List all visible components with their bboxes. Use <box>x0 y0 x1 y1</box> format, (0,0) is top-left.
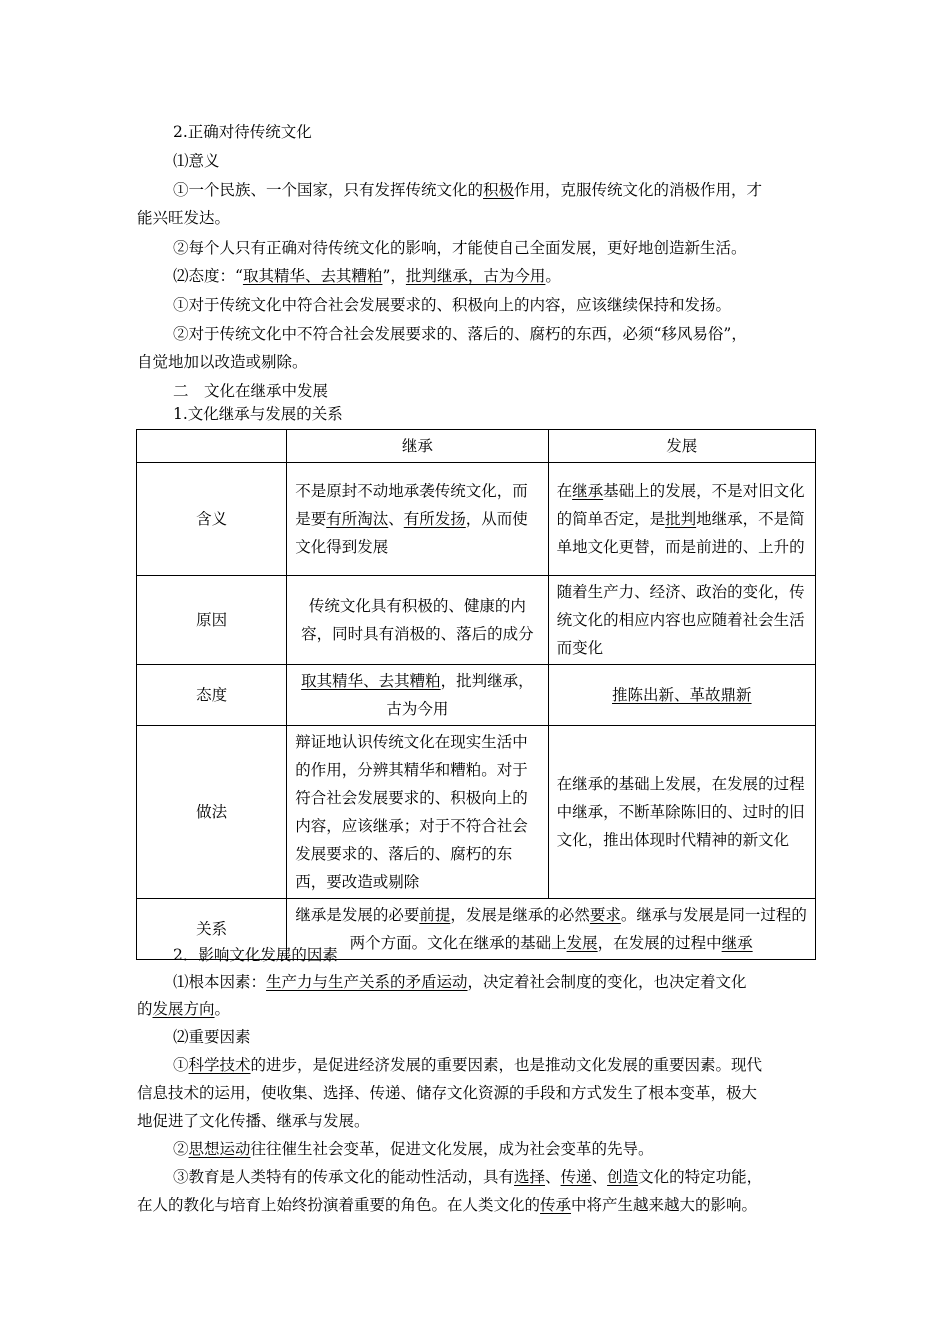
table-cell: 辩证地认识传统文化在现实生活中的作用，分辨其精华和糟粕。对于符合社会发展要求的、积极向上的内容，应该继承；对于不符合社会发展要求的、落后的、腐朽的东西，要改造或剔除 <box>287 726 548 899</box>
underlined-term: 取其精华、去其糟粕 <box>242 267 383 285</box>
paragraph-continuation: 的发展方向。 <box>137 1000 231 1018</box>
table-row <box>137 576 816 665</box>
underlined-term: 批判继承，古为今用 <box>405 267 546 285</box>
paragraph: ②对于传统文化中不符合社会发展要求的、落后的、腐朽的东西，必须“移风易俗”， <box>173 325 747 343</box>
table-cell: 传统文化具有积极的、健康的内容，同时具有消极的、落后的成分 <box>287 576 548 665</box>
row-label: 原因 <box>137 576 287 665</box>
underlined-term: 发展 <box>566 934 598 952</box>
paragraph: ①对于传统文化中符合社会发展要求的、积极向上的内容，应该继续保持和发扬。 <box>173 296 732 314</box>
underlined-term: 取其精华、去其糟粕 <box>301 672 441 690</box>
underlined-term: 发展方向 <box>152 1000 215 1018</box>
row-label: 态度 <box>137 665 287 726</box>
paragraph: ⑴根本因素：生产力与生产关系的矛盾运动，决定着社会制度的变化，也决定着文化 <box>173 973 747 991</box>
paragraph: ②思想运动往往催生社会变革，促进文化发展，成为社会变革的先导。 <box>173 1140 654 1158</box>
table-row <box>137 726 816 899</box>
underlined-term: 生产力与生产关系的矛盾运动 <box>266 973 468 991</box>
paragraph: ②每个人只有正确对待传统文化的影响，才能使自己全面发展，更好地创造新生活。 <box>173 239 747 257</box>
underlined-term: 推陈出新、革故鼎新 <box>612 686 752 704</box>
table-header-row <box>137 430 816 463</box>
paragraph-continuation: 信息技术的运用，使收集、选择、传递、储存文化资源的手段和方式发生了根本变革，极大 <box>137 1084 758 1102</box>
underlined-term: 有所淘汰 <box>326 510 389 528</box>
subsection-label: ⑵重要因素 <box>173 1028 251 1046</box>
underlined-term: 积极 <box>483 181 515 199</box>
table-cell <box>548 665 815 726</box>
underlined-term: 选择 <box>514 1168 546 1186</box>
table-cell: 取其精华、去其糟粕，批判继承，古为今用 <box>287 665 548 726</box>
paragraph-continuation: 地促进了文化传播、继承与发展。 <box>137 1112 370 1130</box>
table-cell: 继承是发展的必要前提，发展是继承的必然要求。继承与发展是同一过程的两个方面。文化在继承的基础上发展，在发展的过程中继承 <box>287 899 816 960</box>
underlined-term: 要求 <box>589 906 621 924</box>
underlined-term: 批判 <box>665 510 697 528</box>
table-cell: 在继承基础上的发展，不是对旧文化的简单否定，是批判地继承，不是简单地文化更替，而是前进的、上升的 <box>548 463 815 576</box>
table-cell: 随着生产力、经济、政治的变化，传统文化的相应内容也应随着社会生活而变化 <box>548 576 815 665</box>
subsection-label: ⑴意义 <box>173 152 220 170</box>
table-row <box>137 463 816 576</box>
table-header-cell: 发展 <box>548 430 815 463</box>
underlined-term: 创造 <box>607 1168 639 1186</box>
table-row <box>137 665 816 726</box>
underlined-term: 传承 <box>540 1196 572 1214</box>
paragraph-continuation: 能兴旺发达。 <box>137 209 231 227</box>
table-cell: 在继承的基础上发展，在发展的过程中继承，不断革除陈旧的、过时的旧文化，推出体现时代精神的新文化 <box>548 726 815 899</box>
table-cell: 不是原封不动地承袭传统文化，而是要有所淘汰、有所发扬，从而使文化得到发展 <box>287 463 548 576</box>
underlined-term: 前提 <box>419 906 451 924</box>
section-title: 2．影响文化发展的因素 <box>173 946 338 964</box>
paragraph: ①科学技术的进步，是促进经济发展的重要因素，也是推动文化发展的重要因素。现代 <box>173 1056 763 1074</box>
inheritance-development-table <box>136 429 816 960</box>
part-heading: 二 文化在继承中发展 <box>173 382 329 400</box>
underlined-term: 科学技术 <box>188 1056 251 1074</box>
paragraph: ①一个民族、一个国家，只有发挥传统文化的积极作用，克服传统文化的消极作用，才 <box>173 181 763 199</box>
paragraph: ③教育是人类特有的传承文化的能动性活动，具有选择、传递、创造文化的特定功能， <box>173 1168 763 1186</box>
section-title: 2.正确对待传统文化 <box>173 123 312 141</box>
underlined-term: 有所发扬 <box>403 510 466 528</box>
row-label: 关系 <box>137 899 287 960</box>
row-label: 含义 <box>137 463 287 576</box>
row-label: 做法 <box>137 726 287 899</box>
paragraph-continuation: 在人的教化与培育上始终扮演着重要的角色。在人类文化的传承中将产生越来越大的影响。 <box>137 1196 758 1214</box>
paragraph: ⑵态度：“取其精华、去其糟粕”，批判继承，古为今用。 <box>173 267 561 285</box>
table-header-cell: 继承 <box>287 430 548 463</box>
table-header-cell <box>137 430 287 463</box>
paragraph-continuation: 自觉地加以改造或剔除。 <box>137 353 308 371</box>
underlined-term: 继承 <box>572 482 604 500</box>
underlined-term: 继承 <box>721 934 753 952</box>
underlined-term: 传递 <box>560 1168 592 1186</box>
subsection-title: 1.文化继承与发展的关系 <box>173 405 343 423</box>
underlined-term: 思想运动 <box>188 1140 251 1158</box>
